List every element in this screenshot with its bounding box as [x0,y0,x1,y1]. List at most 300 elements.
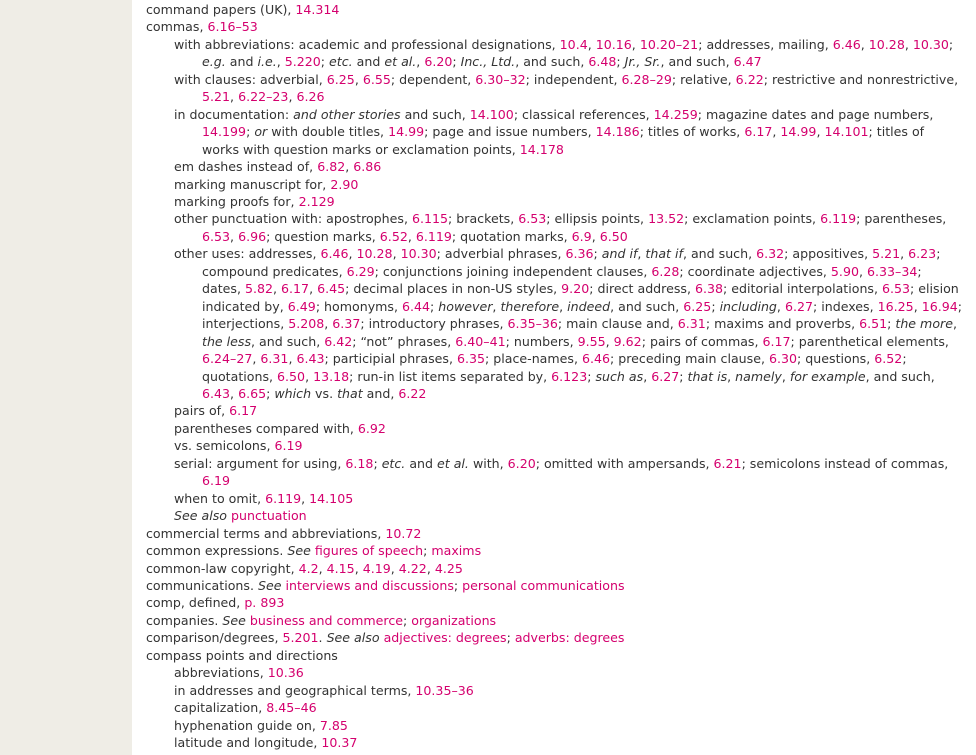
index-reference-link[interactable]: 9.62 [613,333,642,349]
index-text: ; [423,543,432,559]
index-reference-link[interactable]: 6.17 [229,403,258,419]
index-italic-text: including [719,298,777,314]
index-reference-link[interactable]: 6.45 [317,281,346,297]
index-reference-link[interactable]: 13.18 [313,368,350,384]
index-text: common expressions. [146,543,288,559]
index-reference-link[interactable]: 6.22–23 [238,89,289,105]
index-text: ; editorial interpolations, [723,281,882,297]
index-reference-link[interactable]: 9.20 [561,281,590,297]
index-italic-text: or [254,124,268,140]
index-text: ; [266,385,275,401]
index-text: , [858,263,867,279]
index-entry [146,1,962,18]
index-text: , [772,124,781,140]
index-reference-link[interactable]: 10.37 [321,735,358,751]
index-text: , [637,246,646,262]
index-reference-link[interactable]: 14.100 [469,106,514,122]
index-reference-link[interactable]: 6.47 [733,54,762,70]
index-text: ; [887,316,896,332]
index-text: vs. semicolons, [174,438,275,454]
index-text: , and such, [610,298,684,314]
index-reference-link[interactable]: 6.49 [287,298,316,314]
index-reference-link[interactable]: 6.33–34 [866,263,918,279]
index-text: ; [587,368,596,384]
index-text: ; addresses, mailing, [698,36,833,52]
index-italic-text: See also [326,630,380,646]
index-reference-link[interactable]: 6.43 [202,385,231,401]
index-reference-link[interactable]: 4.15 [326,560,355,576]
index-subentry [146,664,962,681]
index-entry [146,542,962,559]
index-text: capitalization, [174,700,267,716]
index-reference-link[interactable]: 10.28 [868,36,905,52]
index-reference-link[interactable]: 5.82 [244,281,274,297]
index-subentry [146,682,962,699]
index-text: , [860,36,869,52]
index-text: ; dates, [202,263,922,297]
index-reference-link[interactable]: 6.25 [683,298,712,314]
index-text: , [913,298,922,314]
index-reference-link[interactable]: 6.20 [507,455,536,471]
index-text: and [352,54,385,70]
index-text: , [492,298,501,314]
index-reference-link[interactable]: 6.29 [346,263,375,279]
index-text: pairs of, [174,403,230,419]
index-text: ; [452,54,461,70]
index-reference-link[interactable]: 6.24–27 [202,351,253,367]
index-reference-link[interactable]: 6.96 [238,228,267,244]
index-text: , [631,36,640,52]
index-text: ; homonyms, [315,298,402,314]
index-text: ; indexes, [812,298,878,314]
index-text: , [305,368,314,384]
index-text: marking proofs for, [174,193,299,209]
index-text: ; page and issue numbers, [424,124,596,140]
index-text: ; [616,54,625,70]
index-reference-link[interactable]: 5.21 [202,89,231,105]
index-italic-text: et al. [384,54,417,70]
index-reference-link[interactable]: 10.36 [267,665,304,681]
index-text: , [288,89,297,105]
index-text: , [416,54,425,70]
index-text: , [559,298,568,314]
index-italic-text: etc. [329,54,353,70]
index-text: em dashes instead of, [174,159,318,175]
index-subentry [146,455,962,490]
index-reference-link[interactable]: 2.129 [298,193,335,209]
index-text: ; [453,577,463,593]
index-text: , [354,71,363,87]
index-italic-text: that is [687,368,728,384]
index-text: ; [246,124,255,140]
index-reference-link[interactable]: 10.4 [559,36,588,52]
index-reference-link[interactable]: 6.65 [238,385,267,401]
index-reference-link[interactable]: 6.26 [296,89,325,105]
index-reference-link[interactable]: 6.119 [415,228,452,244]
index-reference-link[interactable]: organizations [411,612,497,628]
index-reference-link[interactable]: 16.25 [877,298,914,314]
index-text: , [309,281,318,297]
index-text: , and such, [865,368,935,384]
index-reference-link[interactable]: 6.9 [571,228,592,244]
index-reference-link[interactable]: 5.220 [284,54,321,70]
index-text: when to omit, [174,490,266,506]
index-text: ; main clause and, [557,316,678,332]
index-text: , [591,228,600,244]
index-text: with, [468,455,508,471]
index-italic-text: namely [735,368,782,384]
index-text: other uses: addresses, [174,246,321,262]
index-reference-link[interactable]: 6.44 [402,298,431,314]
index-text: ; [948,36,954,52]
index-subentry [146,507,962,524]
index-reference-link[interactable]: 6.43 [296,351,325,367]
index-reference-link[interactable]: 6.119 [820,211,857,227]
index-text: common-law copyright, [146,560,299,576]
index-text: ; pairs of commas, [641,333,763,349]
index-text: ; parenthetical elements, [790,333,949,349]
index-reference-link[interactable]: 6.16–53 [207,19,258,35]
index-reference-link[interactable]: 14.314 [295,2,340,17]
index-text: and [225,54,258,70]
index-text: in addresses and geographical terms, [174,682,416,698]
index-text: ; preceding main clause, [610,351,769,367]
index-reference-link[interactable]: 6.119 [265,490,302,506]
index-text: and such, [400,106,470,122]
index-text: ; dependent, [390,71,476,87]
index-reference-link[interactable]: 10.20–21 [639,36,699,52]
index-subentry [146,71,962,106]
index-reference-link[interactable]: 6.52 [379,228,408,244]
index-reference-link[interactable]: 6.22 [398,385,427,401]
index-text: ; [320,54,330,70]
index-reference-link[interactable]: 4.19 [362,560,391,576]
index-subentry [146,402,962,419]
index-reference-link[interactable]: adjectives: degrees [383,630,507,646]
index-reference-link[interactable]: 14.186 [595,124,640,140]
index-reference-link[interactable]: 14.178 [519,141,564,157]
index-subentry [146,193,962,210]
index-subentry [146,158,962,175]
index-text: ; quotation marks, [451,228,572,244]
index-text: compass points and directions [146,647,338,663]
index-reference-link[interactable]: 6.27 [784,298,813,314]
index-reference-link[interactable]: 10.16 [595,36,632,52]
index-subentry [146,210,962,245]
index-reference-link[interactable]: 7.85 [319,717,348,733]
index-reference-link[interactable]: 14.199 [202,124,247,140]
index-reference-link[interactable]: 4.22 [398,560,427,576]
index-reference-link[interactable]: 4.2 [298,560,319,576]
index-reference-link[interactable]: 6.46 [320,246,349,262]
index-reference-link[interactable]: 6.31 [260,351,289,367]
index-text: marking manuscript for, [174,176,331,192]
index-reference-link[interactable]: 5.90 [830,263,859,279]
index-page [132,0,976,755]
index-text: , [324,316,333,332]
index-text: ; titles of works with question marks or exclamation points, [202,124,925,157]
index-text: , [276,54,285,70]
index-text: ; parentheses, [856,211,947,227]
index-text: ; run-in list items separated by, [349,368,552,384]
index-italic-text: See [222,612,246,628]
index-italic-text: for example [789,368,866,384]
index-reference-link[interactable]: 4.25 [434,560,463,576]
index-text: , [900,246,909,262]
index-subentry [146,699,962,716]
index-subentry [146,717,962,734]
index-text: ; [506,630,515,646]
index-text: ; independent, [525,71,622,87]
index-subentry [146,245,962,402]
index-text: hyphenation guide on, [174,717,320,733]
index-reference-link[interactable]: 5.208 [288,316,325,332]
index-reference-link[interactable]: 6.36 [565,246,594,262]
index-reference-link[interactable]: 6.23 [908,246,937,262]
index-reference-link[interactable]: 6.123 [551,368,588,384]
index-reference-link[interactable]: 5.201 [282,630,319,646]
index-text: ; question marks, [266,228,380,244]
index-entry [146,577,962,594]
index-reference-link[interactable]: 14.101 [824,124,869,140]
index-text: ; elision indicated by, [202,281,959,314]
index-reference-link[interactable]: 6.19 [202,473,231,489]
index-reference-link[interactable]: 6.28 [651,263,680,279]
index-reference-link[interactable]: figures of speech [314,543,424,559]
index-entry [146,18,962,35]
index-italic-text: indeed [567,298,611,314]
index-reference-link[interactable]: 10.30 [912,36,949,52]
index-text: ; place-names, [485,351,582,367]
index-reference-link[interactable]: 6.27 [651,368,680,384]
index-text: ; [430,298,439,314]
index-text: , [407,228,416,244]
index-reference-link[interactable]: 14.105 [309,490,354,506]
index-text: serial: argument for using, [174,455,346,471]
index-text: , and such, [251,333,325,349]
index-reference-link[interactable]: 6.21 [713,455,742,471]
index-reference-link[interactable]: 6.82 [317,159,346,175]
index-reference-link[interactable]: 5.21 [872,246,901,262]
index-reference-link[interactable]: 6.53 [202,228,231,244]
index-italic-text: and other stories [293,106,401,122]
index-text: commercial terms and abbreviations, [146,525,386,541]
index-reference-link[interactable]: punctuation [231,508,307,524]
index-reference-link[interactable]: 14.99 [388,124,425,140]
index-reference-link[interactable]: 13.52 [648,211,685,227]
index-subentry [146,106,962,158]
index-text: other punctuation with: apostrophes, [174,211,412,227]
index-text: companies. [146,612,223,628]
index-reference-link[interactable]: 6.53 [518,211,547,227]
index-text: , [230,385,239,401]
index-text: ; classical references, [513,106,654,122]
index-text: ; direct address, [589,281,695,297]
index-reference-link[interactable]: 10.30 [400,246,437,262]
index-reference-link[interactable]: 6.51 [859,316,888,332]
index-text: , [952,316,957,332]
index-italic-text: however [438,298,493,314]
index-text: abbreviations, [174,665,268,681]
index-text: ; exclamation points, [684,211,821,227]
index-reference-link[interactable]: 6.17 [281,281,310,297]
index-reference-link[interactable]: 6.115 [411,211,449,227]
index-italic-text: See [257,577,282,593]
index-reference-link[interactable]: 6.19 [274,438,303,454]
index-text: , [605,333,614,349]
index-reference-link[interactable]: 6.18 [345,455,374,471]
index-reference-link[interactable]: 6.28–29 [621,71,672,87]
index-reference-link[interactable]: 2.90 [330,176,359,192]
index-reference-link[interactable]: 6.30–32 [475,71,526,87]
index-reference-link[interactable]: 6.17 [762,333,791,349]
index-text: ; appositives, [784,246,873,262]
index-subentry [146,490,962,507]
index-text: ; participial phrases, [324,351,457,367]
index-reference-link[interactable]: 6.46 [832,36,861,52]
index-reference-link[interactable]: 6.50 [599,228,628,244]
index-reference-link[interactable]: 10.72 [385,525,422,541]
index-text: ; [403,612,412,628]
index-text: ; titles of works, [639,124,745,140]
index-reference-link[interactable]: 8.45–46 [266,700,317,716]
index-text: , [252,351,261,367]
index-reference-link[interactable]: personal communications [462,577,625,593]
index-italic-text: i.e. [257,54,277,70]
index-text: ; semicolons instead of commas, [741,455,949,471]
index-italic-text: Jr., Sr. [624,54,661,70]
index-reference-link[interactable]: 6.35–36 [507,316,558,332]
index-text: comparison/degrees, [146,630,283,646]
index-text: ; interjections, [202,298,963,332]
index-text: ; coordinate adjectives, [679,263,831,279]
index-reference-link[interactable]: business and commerce [249,612,403,628]
index-reference-link[interactable]: 16.94 [921,298,958,314]
index-reference-link[interactable]: 9.55 [577,333,606,349]
index-list [146,1,962,751]
index-text: , [318,560,327,576]
index-italic-text: and if [601,246,638,262]
index-reference-link[interactable]: 6.55 [362,71,391,87]
index-text: with double titles, [267,124,389,140]
index-reference-link[interactable]: 6.42 [324,333,353,349]
index-reference-link[interactable]: 6.25 [326,71,355,87]
index-reference-link[interactable]: 6.37 [332,316,361,332]
index-text: and [405,455,438,471]
index-text: ; relative, [671,71,736,87]
index-subentry [146,734,962,751]
index-reference-link[interactable]: 6.38 [694,281,724,297]
index-text: ; [593,246,602,262]
index-reference-link[interactable]: 10.35–36 [415,682,474,698]
index-text: , [426,560,435,576]
index-reference-link[interactable]: interviews and discussions [285,577,454,593]
index-entry [146,647,962,664]
index-text: , [904,36,913,52]
index-text: command papers (UK), [146,2,296,17]
index-text: , [345,159,354,175]
index-text: , [727,368,736,384]
index-reference-link[interactable]: 6.40–41 [455,333,506,349]
index-text: vs. [311,385,338,401]
index-entry [146,612,962,629]
index-italic-text: et al. [437,455,469,471]
index-text: commas, [146,19,208,35]
index-text: with abbreviations: academic and professional designations, [174,36,560,52]
index-text: ; [373,455,382,471]
index-text: , [230,89,239,105]
index-text: , [776,298,785,314]
index-text: , [273,281,282,297]
index-entry [146,560,962,577]
index-text: , and such, [515,54,589,70]
index-reference-link[interactable]: 6.17 [744,124,773,140]
index-italic-text: the less [202,333,252,349]
index-text: ; introductory phrases, [360,316,508,332]
index-text: ; questions, [797,351,875,367]
index-text: with clauses: adverbial, [174,71,327,87]
index-text: ; numbers, [505,333,578,349]
index-text: , [643,368,652,384]
index-reference-link[interactable]: 6.46 [581,351,611,367]
index-subentry [146,420,962,437]
index-text: ; ellipsis points, [546,211,649,227]
index-reference-link[interactable]: maxims [431,543,482,559]
index-text: , and such, [660,54,734,70]
index-italic-text: See also [174,508,227,524]
index-reference-link[interactable]: 6.20 [424,54,453,70]
index-reference-link[interactable]: 6.53 [882,281,911,297]
index-reference-link[interactable]: 6.86 [353,159,382,175]
index-reference-link[interactable]: 6.52 [874,351,903,367]
index-italic-text: therefore [500,298,560,314]
index-italic-text: that if [645,246,683,262]
index-subentry [146,437,962,454]
index-text: , [587,36,596,52]
index-reference-link[interactable]: 10.28 [356,246,393,262]
index-reference-link[interactable]: 6.32 [756,246,785,262]
index-reference-link[interactable]: 6.48 [588,54,617,70]
index-text: ; conjunctions joining independent clauses, [374,263,652,279]
index-text: ; magazine dates and page numbers, [697,106,934,122]
index-reference-link[interactable]: 6.31 [677,316,706,332]
index-text: ; [711,298,720,314]
index-reference-link[interactable]: 6.50 [277,368,306,384]
index-text: . [318,630,327,646]
index-reference-link[interactable]: p. 893 [244,595,285,611]
index-reference-link[interactable]: 6.22 [735,71,764,87]
index-reference-link[interactable]: 14.99 [780,124,817,140]
index-text: , [348,246,357,262]
index-reference-link[interactable]: 6.30 [768,351,798,367]
index-entry [146,629,962,646]
index-entry [146,525,962,542]
index-italic-text: which [274,385,312,401]
index-text: ; omitted with ampersands, [535,455,714,471]
index-text: , [390,560,399,576]
index-reference-link[interactable]: 6.92 [357,420,386,436]
index-text: in documentation: [174,106,294,122]
index-text: ; maxims and proverbs, [705,316,860,332]
index-text: latitude and longitude, [174,735,322,751]
index-text: , and such, [682,246,757,262]
index-text: , [392,246,401,262]
index-reference-link[interactable]: 6.35 [456,351,486,367]
index-reference-link[interactable]: 14.259 [653,106,698,122]
index-reference-link[interactable]: adverbs: degrees [514,630,625,646]
index-italic-text: the more [895,316,953,332]
index-text: , [781,368,790,384]
